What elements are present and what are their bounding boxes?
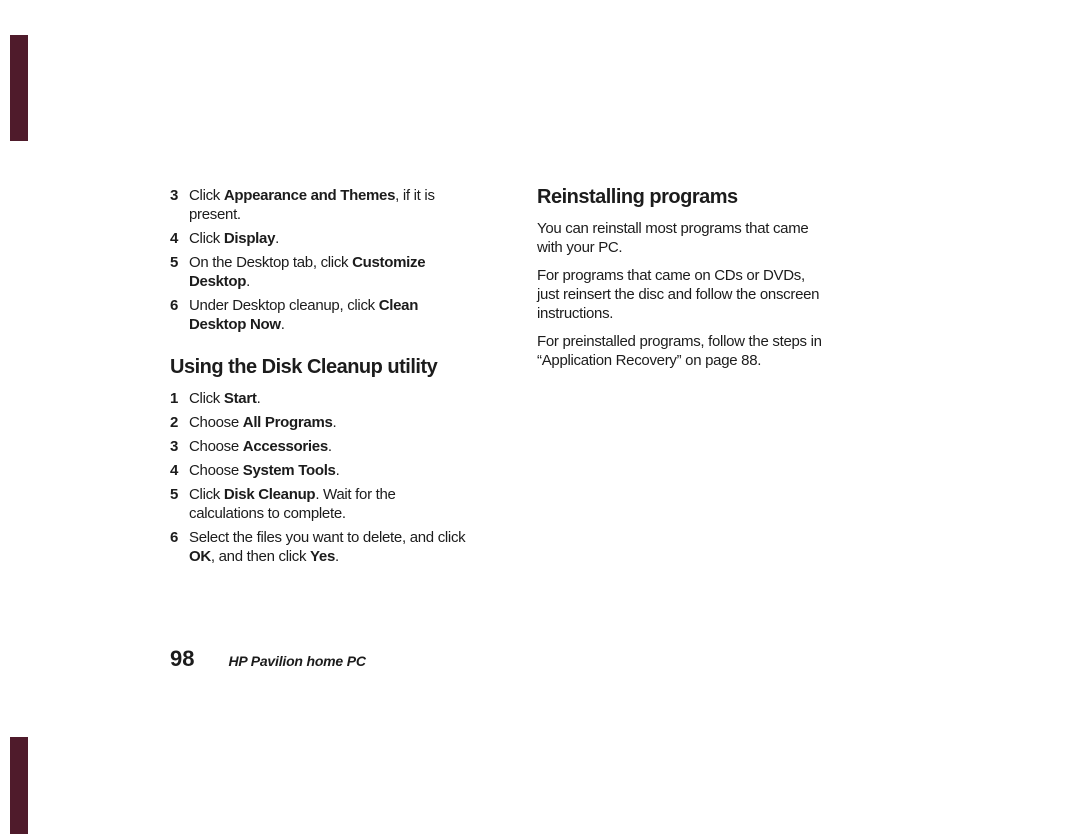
page-edge-tab-top xyxy=(10,35,28,141)
step-item xyxy=(170,528,500,566)
step-text: Click Start. xyxy=(189,390,261,407)
step-number: 6 xyxy=(170,529,179,546)
left-column xyxy=(170,186,500,571)
reinstalling-paragraphs xyxy=(537,219,867,370)
step-text: Choose System Tools. xyxy=(189,462,340,479)
step-number: 1 xyxy=(170,390,179,407)
page-footer xyxy=(170,646,366,672)
right-column xyxy=(537,186,867,379)
step-text: Click Appearance and Themes, if it is present. xyxy=(189,187,435,223)
step-item xyxy=(170,485,500,523)
step-item xyxy=(170,296,500,334)
paragraph: You can reinstall most programs that came with your PC. xyxy=(537,220,809,256)
step-number: 4 xyxy=(170,462,179,479)
step-text: On the Desktop tab, click Customize Desktop. xyxy=(189,254,426,290)
step-text: Click Disk Cleanup. Wait for the calculations to complete. xyxy=(189,486,396,522)
step-item xyxy=(170,186,500,224)
step-number: 3 xyxy=(170,438,179,455)
doc-title: HP Pavilion home PC xyxy=(228,653,366,669)
page-edge-tab-bottom xyxy=(10,737,28,834)
section-heading-disk-cleanup: Using the Disk Cleanup utility xyxy=(170,356,438,378)
step-text: Choose Accessories. xyxy=(189,438,332,455)
step-item xyxy=(170,229,500,248)
paragraph: For programs that came on CDs or DVDs, just reinsert the disc and follow the onscreen instructions. xyxy=(537,267,820,322)
step-number: 5 xyxy=(170,486,179,503)
step-number: 5 xyxy=(170,254,179,271)
step-number: 4 xyxy=(170,230,179,247)
step-item xyxy=(170,389,500,408)
step-number: 6 xyxy=(170,297,179,314)
step-text: Click Display. xyxy=(189,230,280,247)
step-number: 2 xyxy=(170,414,179,431)
step-item xyxy=(170,461,500,480)
step-item xyxy=(170,253,500,291)
step-item xyxy=(170,437,500,456)
continued-steps-list xyxy=(170,186,500,334)
section-heading-reinstalling-programs: Reinstalling programs xyxy=(537,186,738,208)
step-text: Choose All Programs. xyxy=(189,414,337,431)
step-text: Select the files you want to delete, and click OK, and then click Yes. xyxy=(189,529,466,565)
step-text: Under Desktop cleanup, click Clean Desktop Now. xyxy=(189,297,419,333)
step-item xyxy=(170,413,500,432)
disk-cleanup-steps-list xyxy=(170,389,500,566)
paragraph: For preinstalled programs, follow the steps in “Application Recovery” on page 88. xyxy=(537,333,822,369)
page-number: 98 xyxy=(170,646,195,671)
step-number: 3 xyxy=(170,187,179,204)
